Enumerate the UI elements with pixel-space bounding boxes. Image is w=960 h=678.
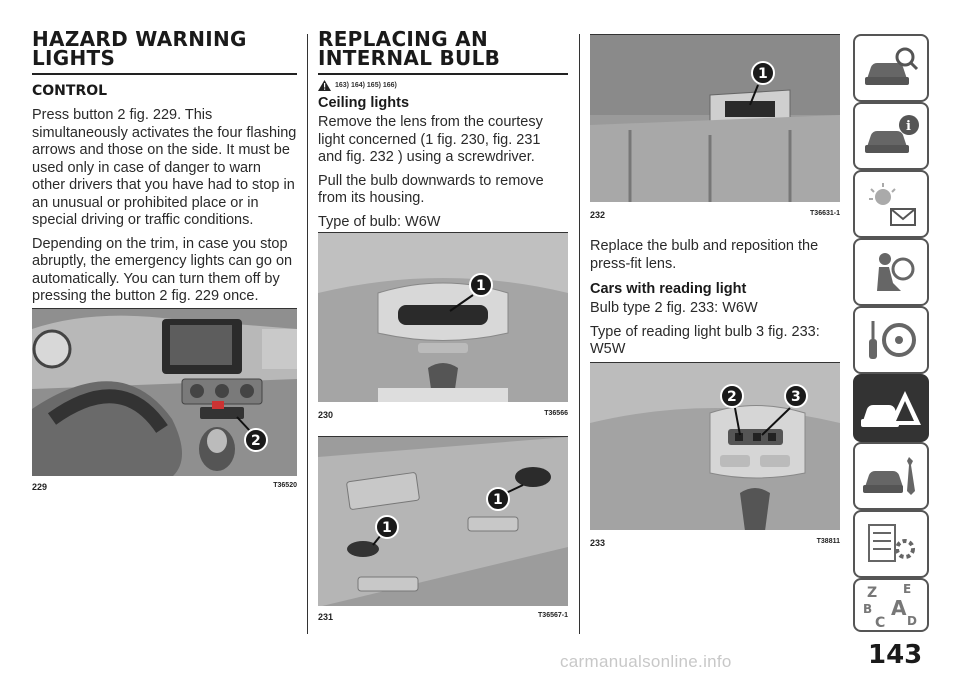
svg-text:C: C [875, 615, 886, 629]
svg-text:1: 1 [476, 278, 486, 294]
tab-key-steering[interactable] [853, 306, 929, 374]
figure-231-courtesy-lights [318, 436, 568, 606]
warning-refs: 163) 164) 165) 166) [318, 80, 568, 91]
svg-text:i: i [906, 119, 911, 134]
section-hazard-warning [32, 27, 297, 306]
paragraph: Press button 2 fig. 229. This simultaneously activates the four flashing arrows and those on the side. It must be used only in case of danger to warn other drivers that you have had to stop in an unusual or prohibited place or in special driving or traffic conditions. [32, 107, 297, 228]
figure-ref: T36566 [544, 410, 568, 417]
key-steering-icon [861, 315, 921, 365]
svg-text:1: 1 [758, 66, 768, 82]
tab-settings-list[interactable] [853, 510, 929, 578]
breakdown-warning-icon [859, 383, 923, 433]
figure-232-rear-ceiling-light [590, 34, 840, 202]
svg-text:3: 3 [791, 389, 801, 405]
car-search-icon [861, 43, 921, 93]
svg-text:A: A [891, 596, 907, 620]
section-subtitle: CONTROL [32, 83, 108, 99]
column-divider [579, 34, 580, 634]
svg-text:1: 1 [382, 520, 392, 536]
figure-number: 229 [32, 482, 48, 492]
car-service-icon [861, 451, 921, 501]
figure-231-caption [318, 612, 568, 622]
figure-233-reading-light [590, 362, 840, 530]
page-number: 143 [868, 640, 923, 670]
paragraph: Type of reading light bulb 3 fig. 233: W5W [590, 323, 820, 357]
paragraph: Type of bulb: W6W [318, 213, 441, 230]
figure-229-caption [32, 482, 297, 492]
watermark: carmanualsonline.info [560, 652, 732, 671]
figure-230-caption [318, 410, 568, 420]
section-title: HAZARD WARNING LIGHTS [32, 30, 297, 75]
tab-car-service[interactable] [853, 442, 929, 510]
subheading: Cars with reading light [590, 281, 747, 297]
subheading: Ceiling lights [318, 95, 410, 111]
figure-ref: T36520 [273, 482, 297, 489]
warning-lights-icon [861, 179, 921, 229]
warning-icon [318, 80, 331, 91]
section-reading-light [590, 232, 840, 359]
figure-ref: T36567-1 [538, 612, 568, 619]
svg-text:B: B [863, 602, 873, 616]
svg-text:2: 2 [251, 433, 261, 449]
figure-number: 231 [318, 612, 334, 622]
figure-230-ceiling-light [318, 232, 568, 402]
section-replacing-internal-bulb [318, 27, 568, 231]
svg-text:2: 2 [727, 389, 737, 405]
paragraph: Replace the bulb and reposition the press-fit lens. [590, 238, 819, 272]
figure-number: 230 [318, 410, 334, 420]
svg-text:E: E [903, 582, 912, 596]
figure-229-dashboard [32, 308, 297, 476]
tab-car-search[interactable] [853, 34, 929, 102]
svg-text:D: D [907, 614, 917, 628]
figure-233-caption [590, 538, 840, 548]
paragraph: Remove the lens from the courtesy light concerned (1 fig. 230, fig. 231 and fig. 232 ) using a screwdriver. [318, 114, 543, 165]
tab-breakdown-warning[interactable] [853, 374, 929, 442]
figure-number: 232 [590, 210, 606, 220]
svg-text:1: 1 [493, 492, 503, 508]
figure-number: 233 [590, 538, 606, 548]
svg-text:Z: Z [867, 585, 878, 601]
settings-list-icon [861, 519, 921, 569]
tab-car-info[interactable] [853, 102, 929, 170]
paragraph: Depending on the trim, in case you stop abruptly, the emergency lights can go on automatically. You can turn them off by pressing the button 2 fig. 229 once. [32, 235, 293, 304]
car-info-icon [861, 111, 921, 161]
figure-ref: T36631-1 [810, 210, 840, 217]
paragraph: Pull the bulb downwards to remove from its housing. [318, 172, 544, 206]
tab-warning-lights[interactable] [853, 170, 929, 238]
tab-airbag-seat[interactable] [853, 238, 929, 306]
tab-alphabet-index[interactable] [853, 578, 929, 632]
alphabet-index-icon [859, 581, 923, 629]
column-divider [307, 34, 308, 634]
paragraph: Bulb type 2 fig. 233: W6W [590, 300, 758, 316]
airbag-seat-icon [861, 247, 921, 297]
section-title: REPLACING AN INTERNAL BULB [318, 30, 568, 75]
figure-232-caption [590, 210, 840, 220]
figure-ref: T38811 [816, 538, 840, 545]
